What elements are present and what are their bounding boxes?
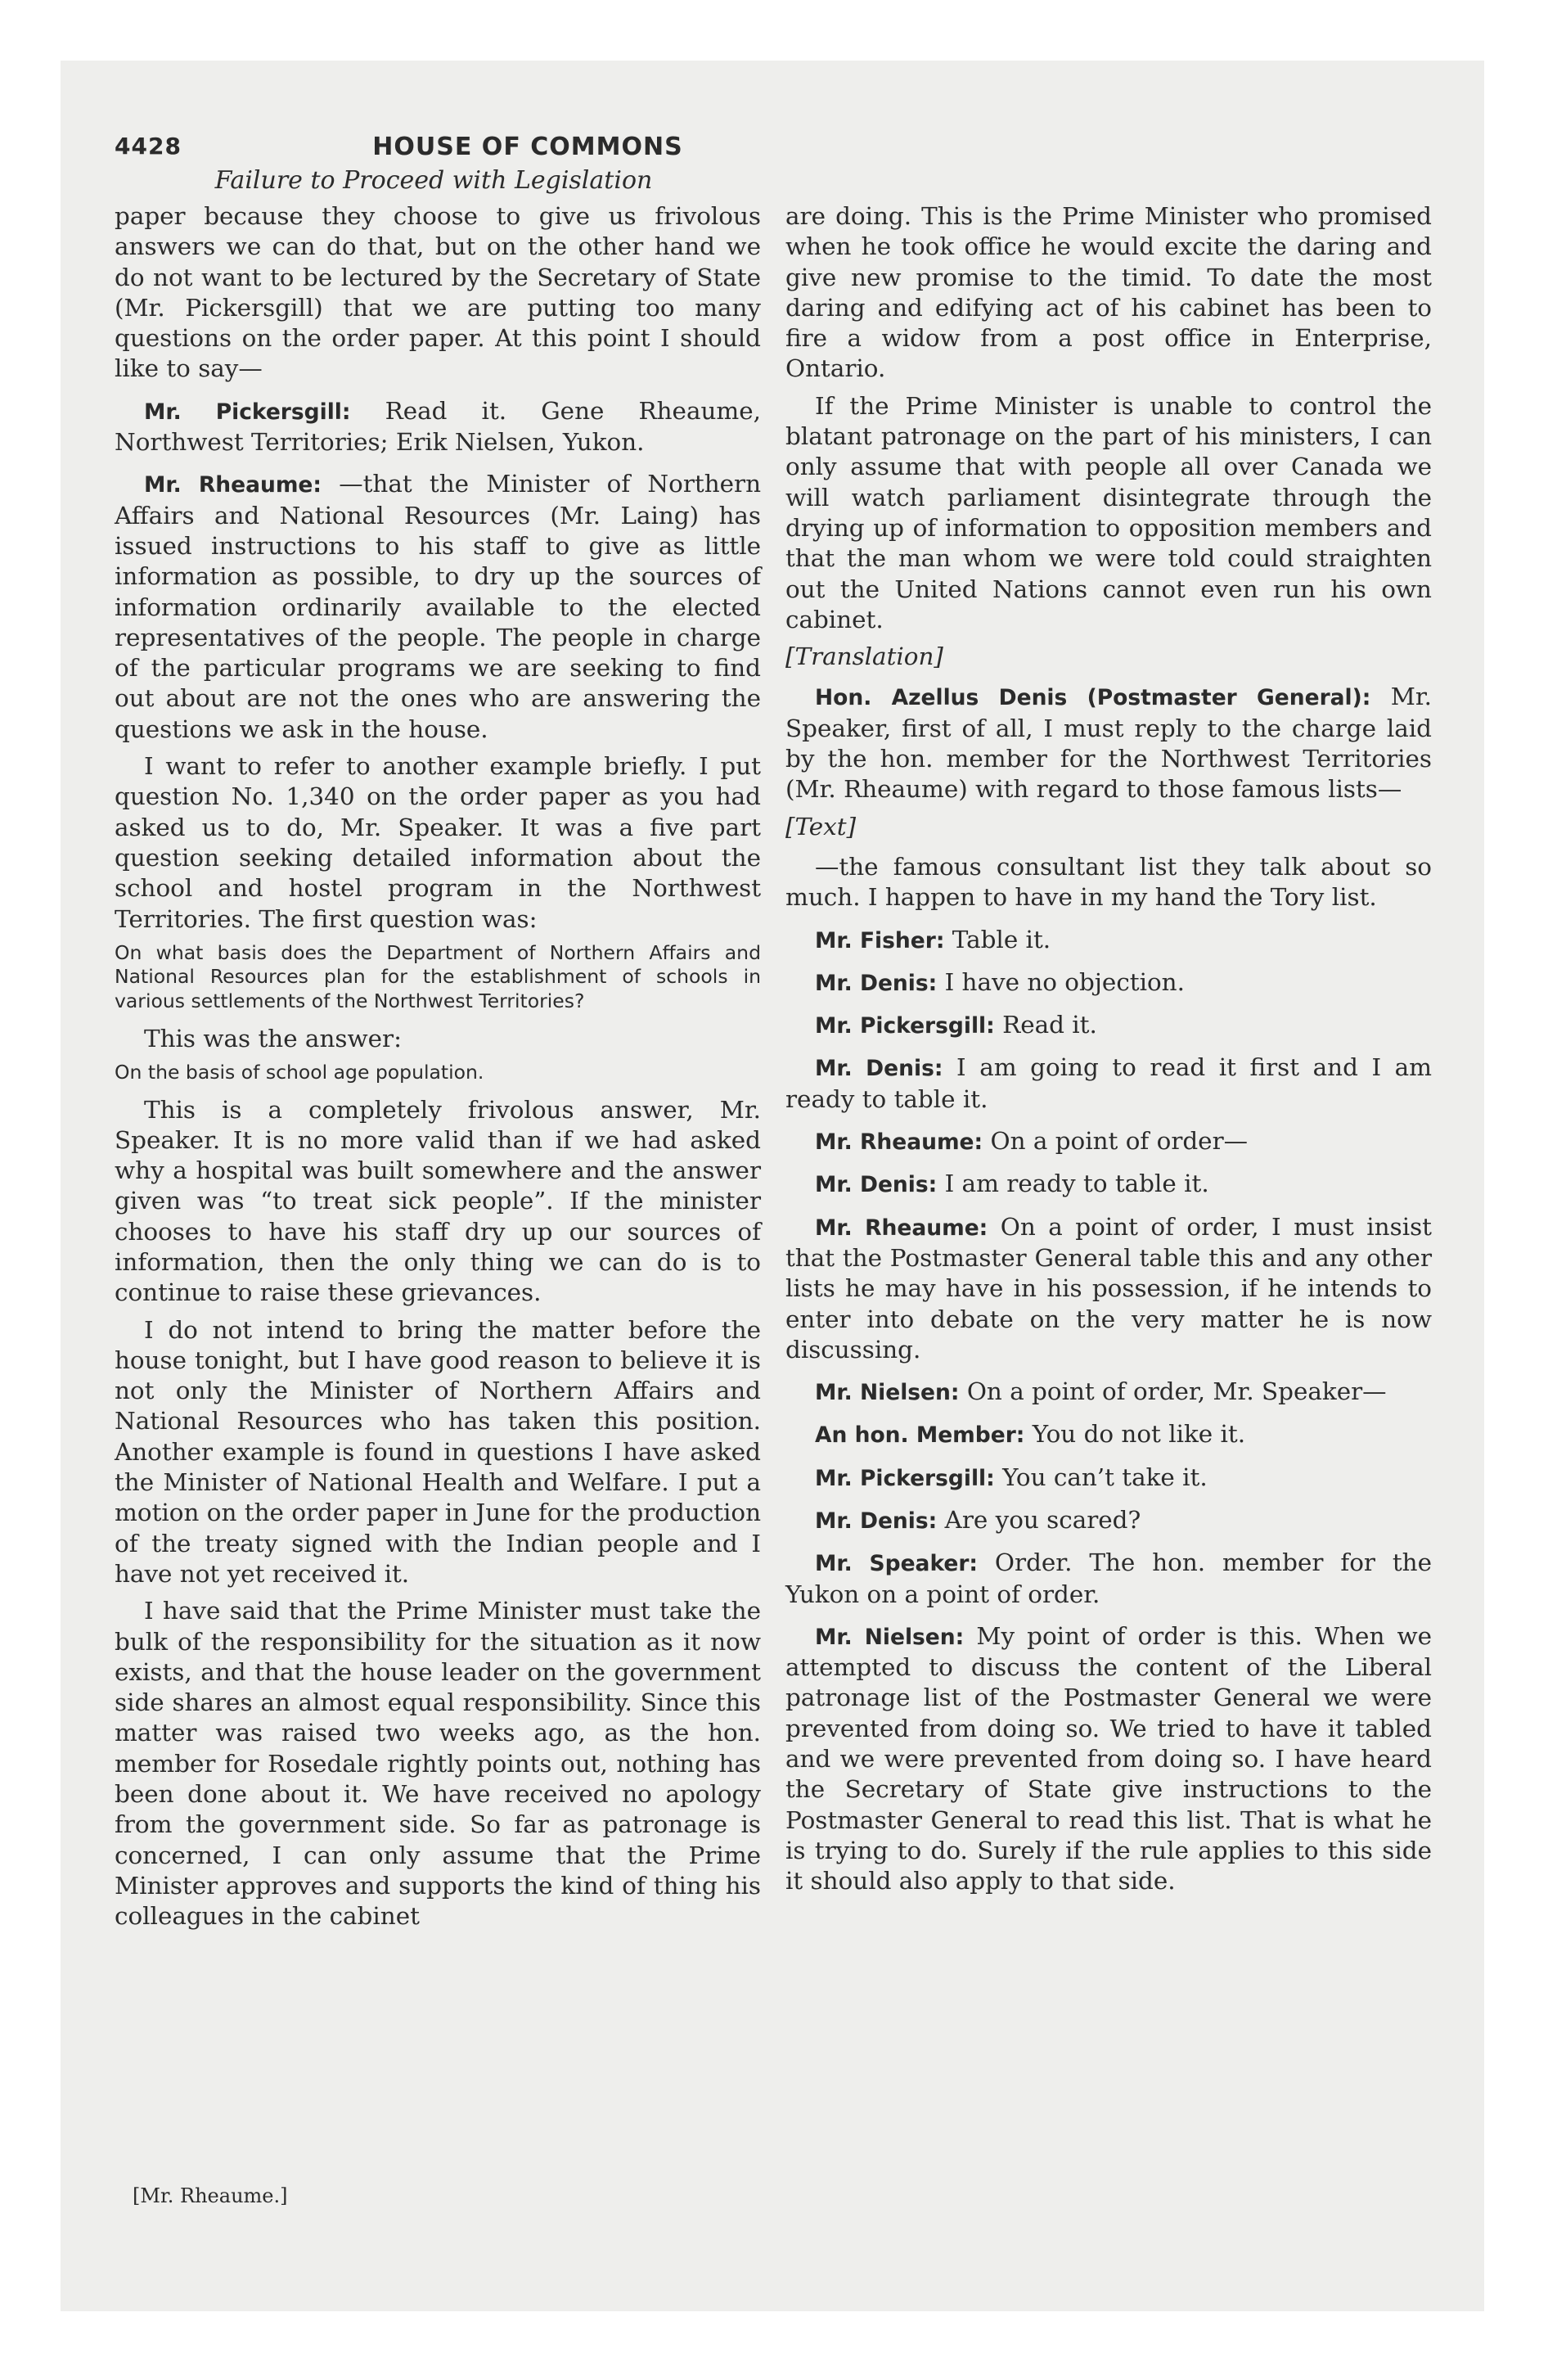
speech-text: Read it. [1002, 1011, 1097, 1039]
speech-text: I am ready to table it. [944, 1170, 1209, 1198]
speech [785, 1053, 1432, 1115]
speaker-name: Mr. Denis: [815, 970, 938, 996]
speech [115, 396, 761, 458]
speaker-name: Mr. Nielsen: [815, 1380, 960, 1406]
paragraph: If the Prime Minister is unable to control the blatant patronage on the part of his ministers, I can only assume that with people all over Canada we will watch parliament disintegrate through the drying up of information to opposition members and that the man whom we were told could straighten out the United Nations cannot even run his own cabinet. [785, 391, 1432, 633]
speech [785, 1377, 1432, 1408]
speech-text: I have no objection. [944, 967, 1185, 996]
speech-text: On a point of order, Mr. Speaker— [966, 1377, 1387, 1406]
speech [785, 1548, 1432, 1610]
paragraph: —the famous consultant list they talk about so much. I happen to have in my hand the Tory list. [785, 852, 1432, 912]
quoted-question: On what basis does the Department of Northern Affairs and National Resources plan for the establishment of schools in various settlements of the Northwest Territories? [115, 940, 761, 1013]
paragraph: This was the answer: [144, 1024, 402, 1053]
speech-text: My point of order is this. When we attempted to discuss the content of the Liberal patronage list of the Postmaster General we were prevented from doing so. We tried to have it tabled and we were prevented from doing so. I have heard the Secretary of State give instructions to the Postmaster General to read this list. That is what he is trying to do. Surely if the rule applies to this side it should also apply to that side. [785, 1621, 1433, 1895]
speech-text: You do not like it. [1032, 1420, 1246, 1449]
right-column [785, 201, 1432, 1904]
paragraph: are doing. This is the Prime Minister who promised when he took office he would excite the daring and give new promise to the timid. To date the most daring and edifying act of his cabinet has been to fire a widow from a post office in Enterprise, Ontario. [785, 202, 1432, 383]
speech [115, 469, 761, 745]
speaker-name: Mr. Denis: [815, 1056, 943, 1082]
paragraph: paper because they choose to give us frivolous answers we can do that, but on the other hand we do not want to be lectured by the Secretary of State (Mr. Pickersgill) that we are putting too many questions on the order paper. At this point I should like to say— [115, 202, 761, 383]
speaker-name: Mr. Nielsen: [815, 1624, 965, 1650]
speech [785, 1169, 1432, 1200]
left-column [115, 201, 761, 1939]
exchange-list [785, 925, 1432, 1897]
page-header [115, 133, 941, 169]
speaker-name: Mr. Pickersgill: [815, 1465, 995, 1491]
journal-title: HOUSE OF COMMONS [372, 133, 683, 161]
speaker-name: Mr. Rheaume: [815, 1129, 983, 1156]
speech-text: Table it. [952, 925, 1051, 953]
speech [785, 1621, 1432, 1897]
speech [785, 1419, 1432, 1450]
speech-text: On a point of order, I must insist that the Postmaster General table this and any other lists he may have in his possession, if he intends to enter into debate on the very matter he is now discussing. [785, 1212, 1432, 1364]
speech-text: Are you scared? [944, 1505, 1141, 1534]
text-label: [Text] [785, 812, 857, 841]
speech [785, 1126, 1432, 1157]
speech [785, 1010, 1432, 1041]
page-number: 4428 [115, 133, 182, 160]
speech [785, 1505, 1432, 1536]
speech-text: Read it. Gene Rheaume, Northwest Territories; Erik Nielsen, Yukon. [115, 396, 762, 457]
speaker-name: Mr. Fisher: [815, 927, 945, 953]
paragraph: I do not intend to bring the matter before the house tonight, but I have good reason to believe it is not only the Minister of Northern Affairs and National Resources who has taken this position. Another example is found in questions I have asked the Minister of National Health and Welfare. I put a motion on the order paper in June for the production of the treaty signed with the Indian people and I have not yet received it. [115, 1315, 761, 1588]
speech-text: Order. The hon. member for the Yukon on a point of order. [785, 1548, 1432, 1608]
speech-text: —that the Minister of Northern Affairs and National Resources (Mr. Laing) has issued instructions to his staff to give as little information as possible, to dry up the sources of information ordinarily available to the elected representatives of the people. The people in charge of the particular programs we are seeking to find out about are not the ones who are answering the questions we ask in the house. [115, 470, 761, 743]
speech [785, 682, 1432, 805]
speech [785, 925, 1432, 956]
speaker-name: Mr. Speaker: [815, 1551, 978, 1577]
speaker-name: Mr. Pickersgill: [144, 399, 351, 425]
speech [785, 1212, 1432, 1365]
paragraph: I have said that the Prime Minister must take the bulk of the responsibility for the situation as it now exists, and that the house leader on the government side shares an almost equal responsibility. Since this matter was raised two weeks ago, as the hon. member for Rosedale rightly points out, nothing has been done about it. We have received no apology from the government side. So far as patronage is concerned, I can only assume that the Prime Minister approves and supports the kind of thing his colleagues in the cabinet [115, 1597, 761, 1931]
speaker-name: Mr. Pickersgill: [815, 1013, 995, 1039]
speaker-name: An hon. Member: [815, 1422, 1025, 1449]
speech [785, 967, 1432, 998]
footer-speaker-tag: [Mr. Rheaume.] [133, 2184, 288, 2207]
speech-text: Mr. Speaker, first of all, I must reply to the charge laid by the hon. member for the Northwest Territories (Mr. Rheaume) with regard to those famous lists— [785, 683, 1432, 804]
speech-text: I am going to read it first and I am ready to table it. [785, 1053, 1433, 1113]
speaker-name: Mr. Denis: [815, 1508, 938, 1534]
paragraph: I want to refer to another example briefly. I put question No. 1,340 on the order paper as you had asked us to do, Mr. Speaker. It was a five part question seeking detailed information about the school and hostel program in the Northwest Territories. The first question was: [115, 752, 761, 933]
speaker-name: Hon. Azellus Denis (Postmaster General): [815, 685, 1371, 711]
speaker-name: Mr. Rheaume: [144, 472, 322, 498]
speech-text: You can’t take it. [1002, 1463, 1208, 1491]
speech-text: On a point of order— [990, 1127, 1249, 1156]
speaker-name: Mr. Rheaume: [815, 1215, 988, 1241]
speaker-name: Mr. Denis: [815, 1172, 938, 1198]
translation-label: [Translation] [785, 642, 943, 671]
quoted-answer: On the basis of school age population. [115, 1060, 484, 1084]
speech [785, 1463, 1432, 1494]
paragraph: This is a completely frivolous answer, Mr. Speaker. It is no more valid than if we had asked why a hospital was built somewhere and the answer given was “to treat sick people”. If the minister chooses to have his staff dry up our sources of information, then the only thing we can do is to continue to raise these grievances. [115, 1095, 761, 1307]
running-head: Failure to Proceed with Legislation [214, 166, 653, 195]
